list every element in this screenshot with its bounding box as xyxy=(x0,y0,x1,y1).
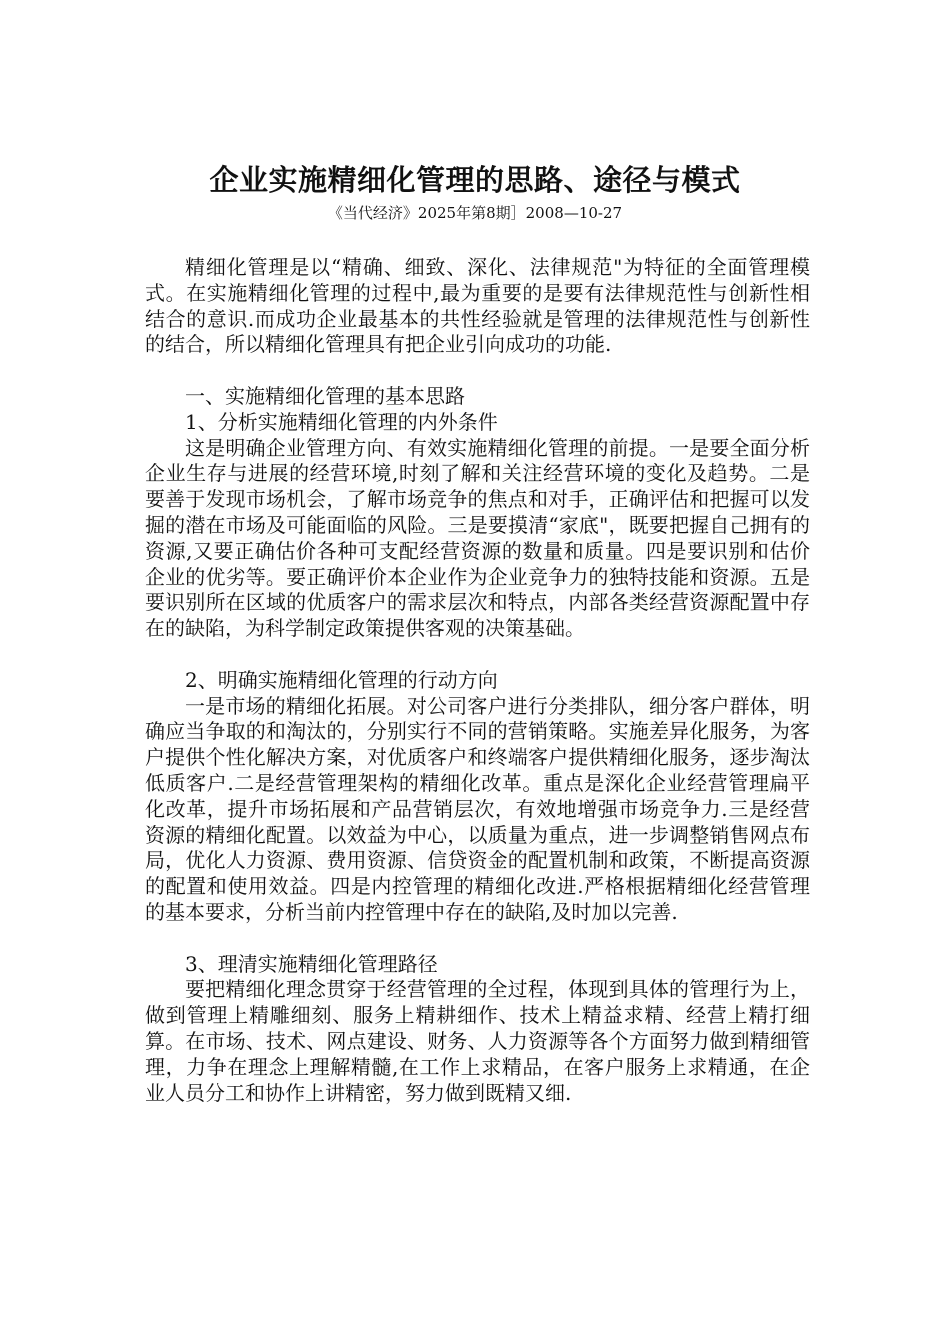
subsection-heading-3: 3、理清实施精细化管理路径 xyxy=(185,951,438,976)
intro-paragraph: 精细化管理是以“精确、细致、深化、法律规范"为特征的全面管理模式。在实施精细化管理的过程中,最为重要的是要有法律规范性与创新性相结合的意识.而成功企业最基本的共性经验就是管理的法律规范性与创新性的结合，所以精细化管理具有把企业引向成功的功能. xyxy=(145,255,810,357)
subsection-paragraph-3: 要把精细化理念贯穿于经营管理的全过程，体现到具体的管理行为上，做到管理上精雕细刻、服务上精耕细作、技术上精益求精、经营上精打细算。在市场、技术、网点建设、财务、人力资源等各个方面努力做到精细管理，力争在理念上理解精髓,在工作上求精品，在客户服务上求精通，在企业人员分工和协作上讲精密，努力做到既精又细. xyxy=(145,977,810,1105)
article-body xyxy=(145,255,810,1106)
document-title: 企业实施精细化管理的思路、途径与模式 xyxy=(209,163,741,197)
subsection-heading-1: 1、分析实施精细化管理的内外条件 xyxy=(185,409,498,434)
subsection-paragraph-2: 一是市场的精细化拓展。对公司客户进行分类排队，细分客户群体，明确应当争取的和淘汰的，分别实行不同的营销策略。实施差异化服务，为客户提供个性化解决方案，对优质客户和终端客户提供精细化服务，逐步淘汰低质客户.二是经营管理架构的精细化改革。重点是深化企业经营管理扁平化改革，提升市场拓展和产品营销层次，有效地增强市场竞争力.三是经营资源的精细化配置。以效益为中心，以质量为重点，进一步调整销售网点布局，优化人力资源、费用资源、信贷资金的配置机制和政策，不断提高资源的配置和使用效益。四是内控管理的精细化改进.严格根据精细化经营管理的基本要求，分析当前内控管理中存在的缺陷,及时加以完善. xyxy=(145,693,810,924)
subsection-paragraph-1: 这是明确企业管理方向、有效实施精细化管理的前提。一是要全面分析企业生存与进展的经营环境,时刻了解和关注经营环境的变化及趋势。二是要善于发现市场机会，了解市场竞争的焦点和对手，正确评估和把握可以发掘的潜在市场及可能面临的风险。三是要摸清“家底"，既要把握自己拥有的资源,又要正确估价各种可支配经营资源的数量和质量。四是要识别和估价企业的优劣等。要正确评价本企业作为企业竞争力的独特技能和资源。五是要识别所在区域的优质客户的需求层次和特点，内部各类经营资源配置中存在的缺陷，为科学制定政策提供客观的决策基础。 xyxy=(145,435,810,641)
section-heading-1: 一、实施精细化管理的基本思路 xyxy=(185,383,465,408)
document-source-line: 《当代经济》2025年第8期］2008—10-27 xyxy=(327,204,623,222)
subsection-heading-2: 2、明确实施精细化管理的行动方向 xyxy=(185,667,498,692)
